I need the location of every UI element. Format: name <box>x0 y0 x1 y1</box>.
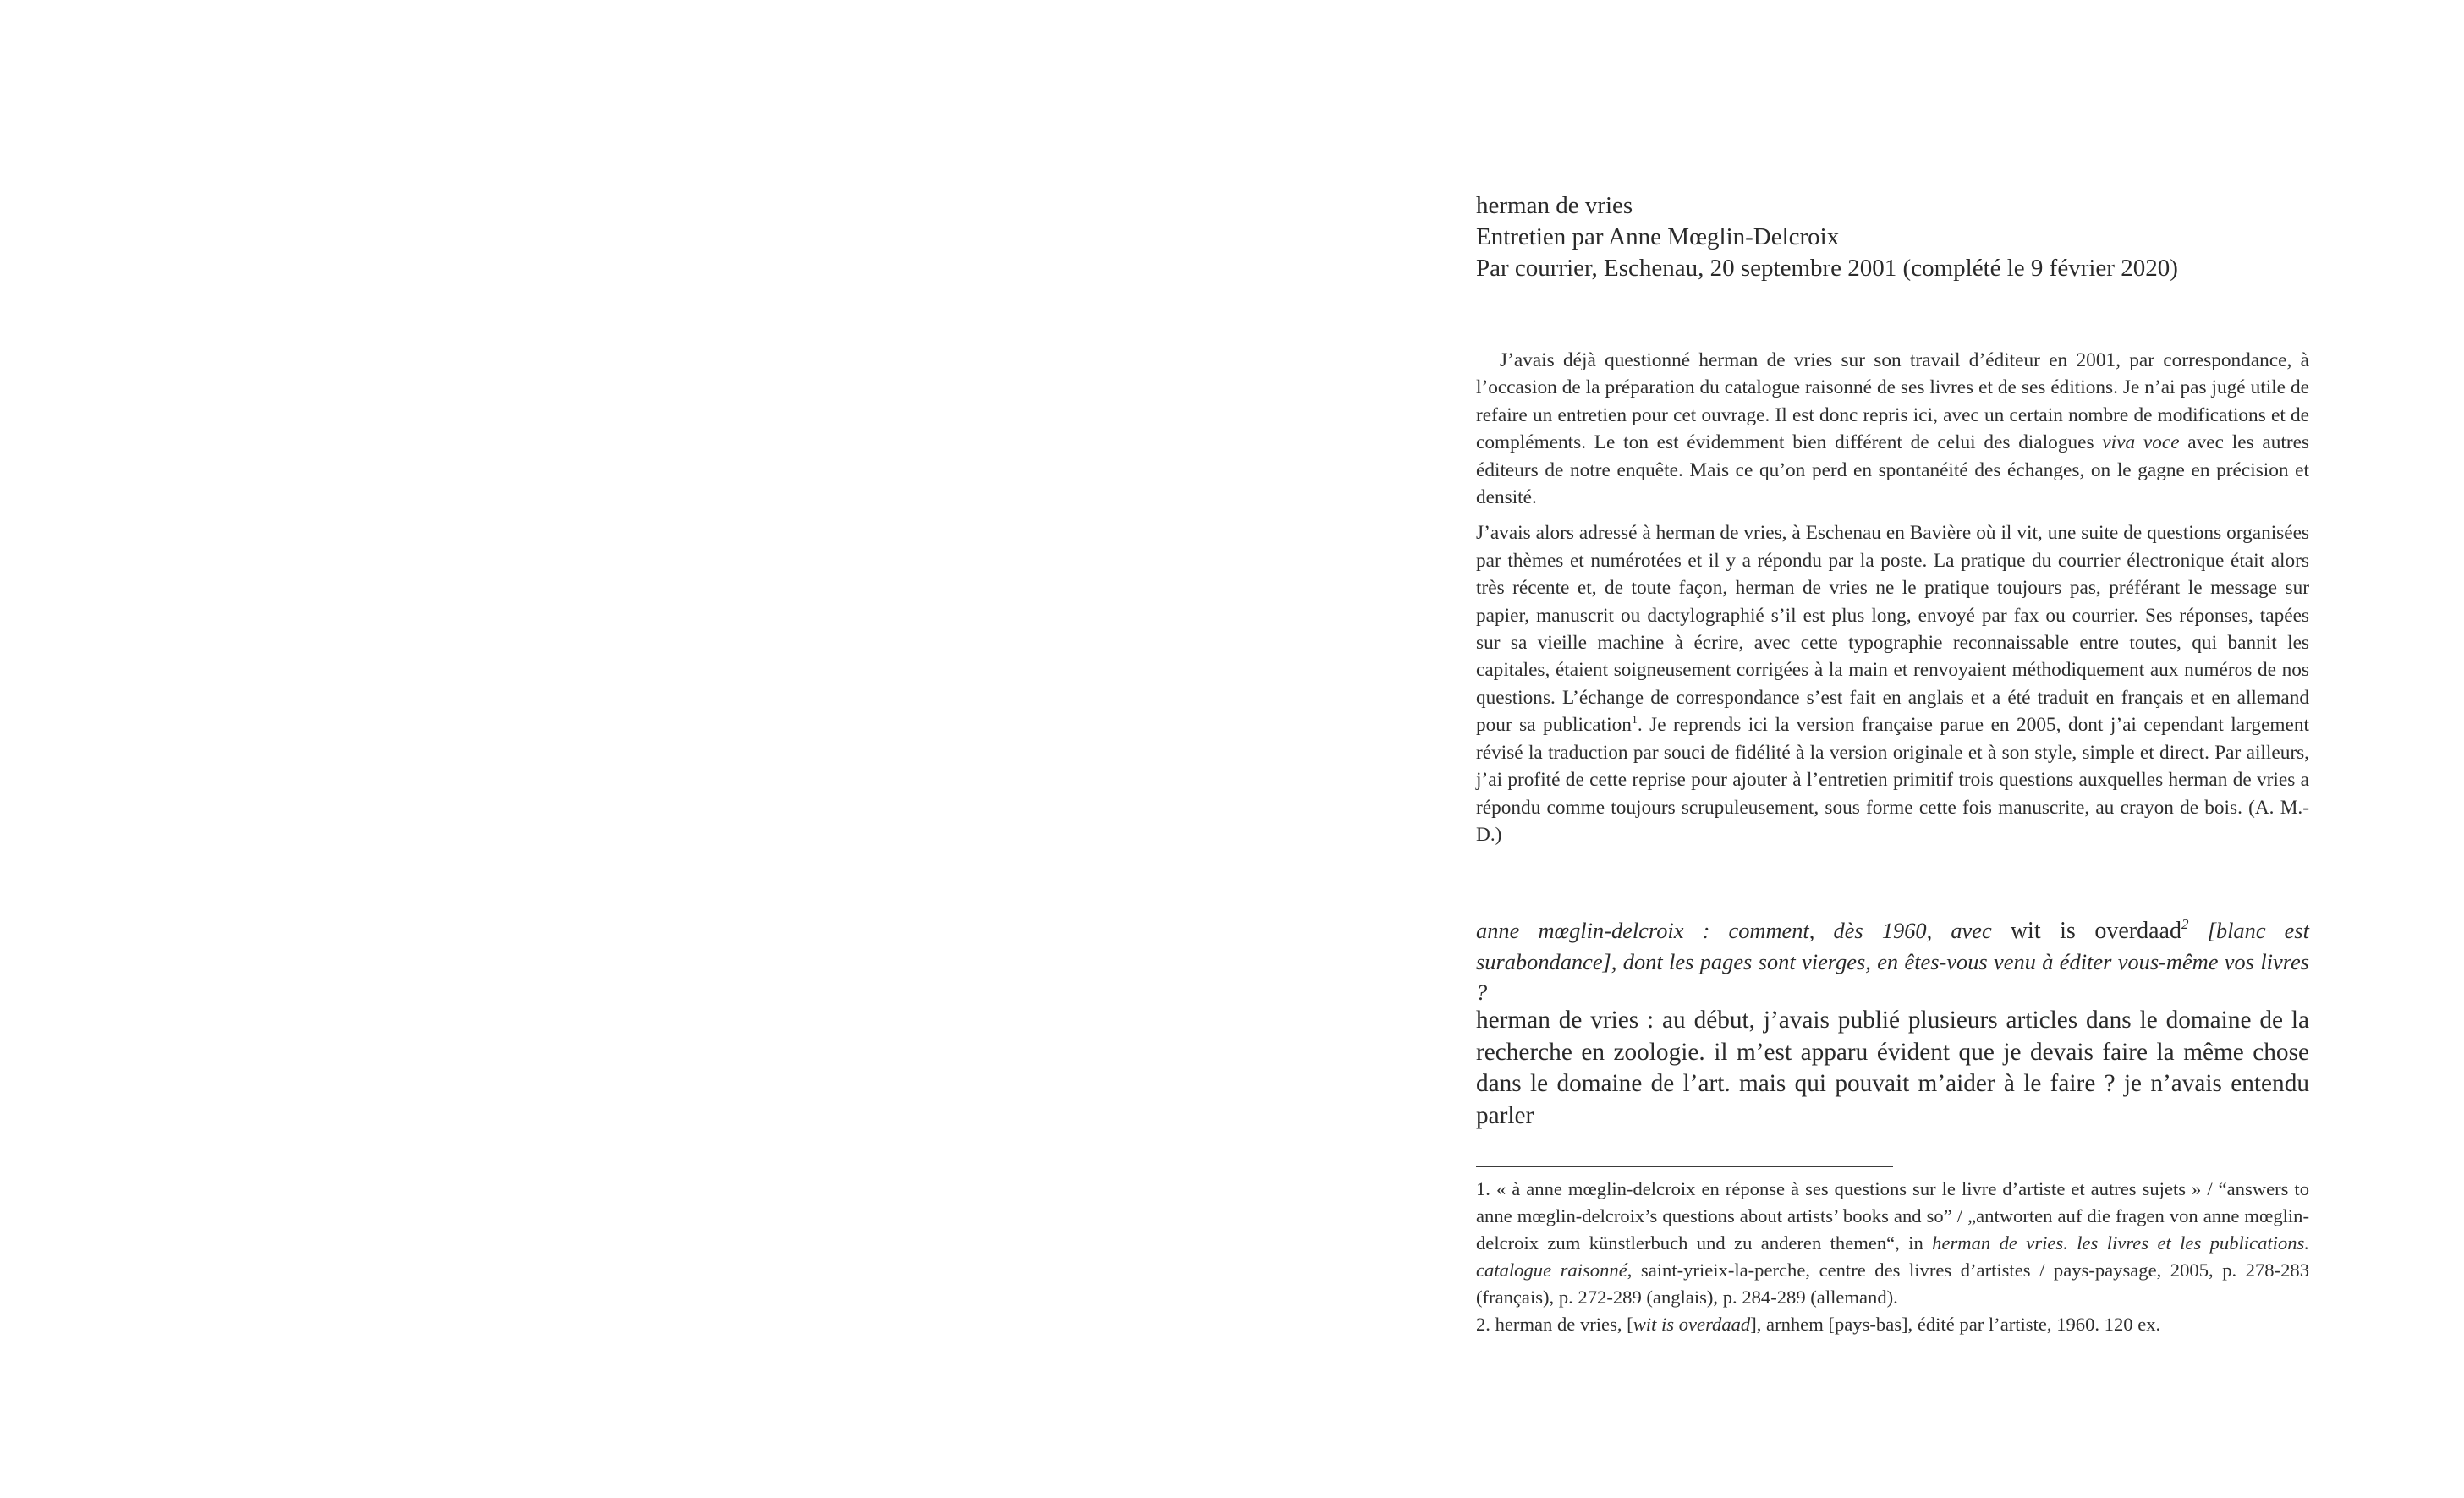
footnotes <box>1476 1176 2309 1339</box>
book-title: wit is overdaad <box>2010 918 2181 944</box>
footnote-2: 2. herman de vries, [wit is overdaad], arnhem [pays-bas], édité par l’artiste, 1960. 120 ex. <box>1476 1314 2161 1336</box>
footnote-ref-1[interactable]: 1 <box>1631 714 1638 727</box>
intro-paragraph-2: J’avais alors adressé à herman de vries, à Eschenau en Bavière où il vit, une suite de questions organisées par thèmes et numérotées et il y a répondu par la poste. La pratique du courrier électronique était alors très récente et, de toute façon, herman de vries ne le pratique toujours pas, préférant le message sur papier, manuscrit ou dactylographié s’il est plus long, envoyé par fax ou courrier. Ses réponses, tapées sur sa vieille machine à écrire, avec cette typographie reconnaissable entre toutes, qui bannit les capitales, étaient soigneusement corrigées à la main et renvoyaient méthodiquement aux numéros de nos questions. L’échange de correspondance s’est fait en anglais et a été traduit en français et en allemand pour sa publication$^1$. Je reprends ici la version française parue en 2005, dont j’ai cependant largement révisé la traduction par souci de fidélité à la version originale et à son style, simple et direct. Par ailleurs, j’ai profité de cette reprise pour ajouter à l’entretien primitif trois questions auxquelles herman de vries a répondu comme toujours scrupuleusement, sous forme cette fois manuscrite, au crayon de bois. (A. M.-D.) <box>1476 522 2309 846</box>
answer-paragraph: herman de vries : au début, j’avais publié plusieurs articles dans le domaine de la recherche en zoologie. il m’est apparu évident que je devais faire la même chose dans le domaine de l’art. mais qui pouvait m’aider à le faire ? je n’avais entendu parler <box>1476 1007 2309 1129</box>
interview-details: Par courrier, Eschenau, 20 septembre 2001 (complété le 9 février 2020) <box>1476 255 2178 282</box>
viva-voce-italic: viva voce <box>2102 431 2180 454</box>
article-header <box>1476 190 2309 284</box>
footnote-divider <box>1476 1166 1893 1167</box>
intro-paragraph-1: J’avais déjà questionné herman de vries sur son travail d’éditeur en 2001, par correspondance, à l’occasion de la préparation du catalogue raisonné de ses livres et de ses éditions. Je n’ai pas jugé utile de refaire un entretien pour cet ouvrage. Il est donc repris ici, avec un certain nombre de modifications et de compléments. Le ton est évidemment bien différent de celui des dialogues viva voce avec les autres éditeurs de notre enquête. Mais ce qu’on perd en spontanéité des échanges, on le gagne en précision et densité. <box>1476 349 2309 509</box>
artist-name: herman de vries <box>1476 192 1633 219</box>
footnote-ref-2[interactable]: 2 <box>2181 916 2189 932</box>
interviewer-line: Entretien par Anne Mœglin-Delcroix <box>1476 223 1840 250</box>
introduction <box>1476 347 2309 848</box>
interview-question: anne mœglin-delcroix : comment, dès 1960, avec wit is overdaad$^2$ [blanc est surabondance], dont les pages sont vierges, en êtes-vous venu à éditer vous-même vos livres ? <box>1476 916 2309 1005</box>
footnote-1: 1. « à anne mœglin-delcroix en réponse à ses questions sur le livre d’artiste et autres sujets » / “answers to anne mœglin-delcroix’s questions about artists’ books and so” / „antworten auf die fragen von anne mœglin-delcroix zum künstlerbuch und zu anderen themen“, in herman de vries. les livres et les publications. catalogue raisonné, saint-yrieix-la-perche, centre des livres d’artistes / pays-paysage, 2005, p. 278-283 (français), p. 272-289 (anglais), p. 284-289 (allemand). <box>1476 1178 2309 1309</box>
interview-answer <box>1476 1005 2309 1132</box>
